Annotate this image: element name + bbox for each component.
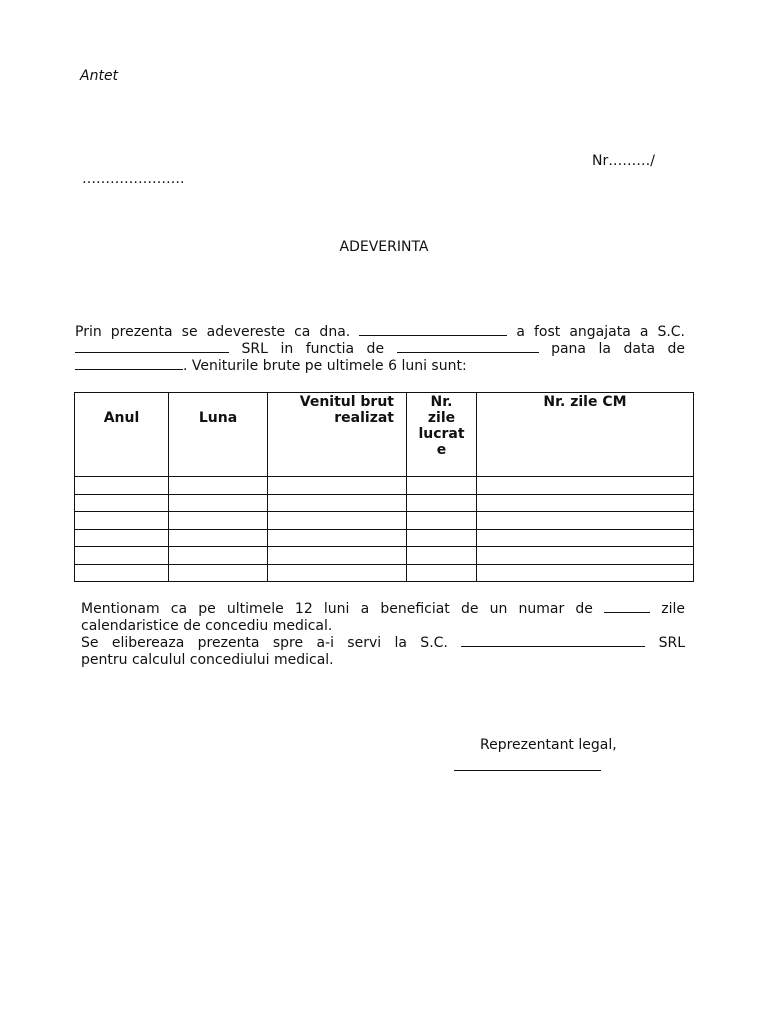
intro-line-1 (75, 324, 685, 341)
closing-line-4: pentru calculul concediului medical. (81, 652, 334, 668)
sick-days-blank (604, 611, 650, 613)
table-cell[interactable] (75, 529, 169, 547)
table-cell[interactable] (477, 494, 694, 512)
signature-line (454, 770, 601, 771)
header-year-label: Anul (103, 410, 140, 426)
header-month-label: Luna (198, 410, 238, 426)
table-cell[interactable] (169, 477, 268, 495)
header-income-line: Venitul brut (299, 394, 394, 410)
table-cell[interactable] (407, 529, 477, 547)
recipient-company-blank (461, 645, 645, 647)
document-date-placeholder: …………………. (82, 171, 185, 187)
job-title-blank (397, 351, 539, 353)
header-worked-days (407, 393, 477, 477)
table-cell[interactable] (407, 547, 477, 565)
intro-text: pana la data de (551, 341, 686, 357)
table-cell[interactable] (268, 529, 407, 547)
table-cell[interactable] (169, 547, 268, 565)
table-cell[interactable] (407, 477, 477, 495)
closing-text: Se elibereaza prezenta spre a-i servi la S.C. (81, 635, 448, 651)
intro-text: in functia de (280, 341, 385, 357)
table-cell[interactable] (268, 564, 407, 582)
table-row (75, 564, 694, 582)
intro-line-3 (75, 358, 685, 375)
table-cell[interactable] (407, 512, 477, 530)
income-table (74, 392, 694, 582)
table-cell[interactable] (477, 512, 694, 530)
table-row (75, 477, 694, 495)
table-cell[interactable] (169, 529, 268, 547)
employee-name-blank (359, 334, 507, 336)
header-days-line: e (436, 442, 447, 458)
intro-text: . Veniturile brute pe ultimele 6 luni sunt: (183, 358, 467, 374)
document-number: Nr………/ (592, 153, 655, 169)
table-cell[interactable] (268, 477, 407, 495)
header-sick-leave-label: Nr. zile CM (543, 394, 627, 410)
table-cell[interactable] (169, 512, 268, 530)
intro-paragraph (75, 324, 685, 375)
table-cell[interactable] (75, 564, 169, 582)
table-row (75, 494, 694, 512)
table-cell[interactable] (477, 529, 694, 547)
header-days-line: Nr. (430, 394, 453, 410)
intro-text: SRL (241, 341, 268, 357)
closing-text: Mentionam ca pe ultimele 12 luni a beneficiat de un numar de (81, 601, 593, 617)
letterhead-label: Antet (80, 68, 119, 84)
header-month (169, 393, 268, 477)
table-row (75, 512, 694, 530)
table-cell[interactable] (268, 547, 407, 565)
table-cell[interactable] (407, 564, 477, 582)
table-cell[interactable] (75, 512, 169, 530)
document-title: ADEVERINTA (339, 239, 429, 255)
intro-text: a fost angajata a S.C. (516, 324, 686, 340)
closing-line-3 (81, 635, 685, 652)
table-row (75, 547, 694, 565)
table-cell[interactable] (75, 477, 169, 495)
header-income-line: realizat (334, 410, 394, 426)
table-cell[interactable] (169, 564, 268, 582)
end-date-blank (75, 368, 183, 370)
table-cell[interactable] (477, 477, 694, 495)
header-gross-income (268, 393, 407, 477)
signature-label: Reprezentant legal, (480, 737, 617, 753)
table-cell[interactable] (268, 512, 407, 530)
table-cell[interactable] (407, 494, 477, 512)
header-sick-leave-days (477, 393, 694, 477)
intro-line-2 (75, 341, 685, 358)
closing-paragraph (81, 601, 685, 669)
header-days-line: zile (427, 410, 456, 426)
table-cell[interactable] (169, 494, 268, 512)
table-cell[interactable] (477, 564, 694, 582)
header-year (75, 393, 169, 477)
table-cell[interactable] (75, 494, 169, 512)
closing-line-1 (81, 601, 685, 618)
table-cell[interactable] (75, 547, 169, 565)
intro-text: Prin prezenta se adevereste ca dna. (75, 324, 351, 340)
header-days-line: lucrat (418, 426, 465, 442)
table-header-row (75, 393, 694, 477)
closing-line-2: calendaristice de concediu medical. (81, 618, 333, 634)
table-cell[interactable] (477, 547, 694, 565)
company-name-blank (75, 351, 229, 353)
table-row (75, 529, 694, 547)
table-cell[interactable] (268, 494, 407, 512)
closing-text: SRL (658, 635, 686, 651)
closing-text: zile (661, 601, 686, 617)
